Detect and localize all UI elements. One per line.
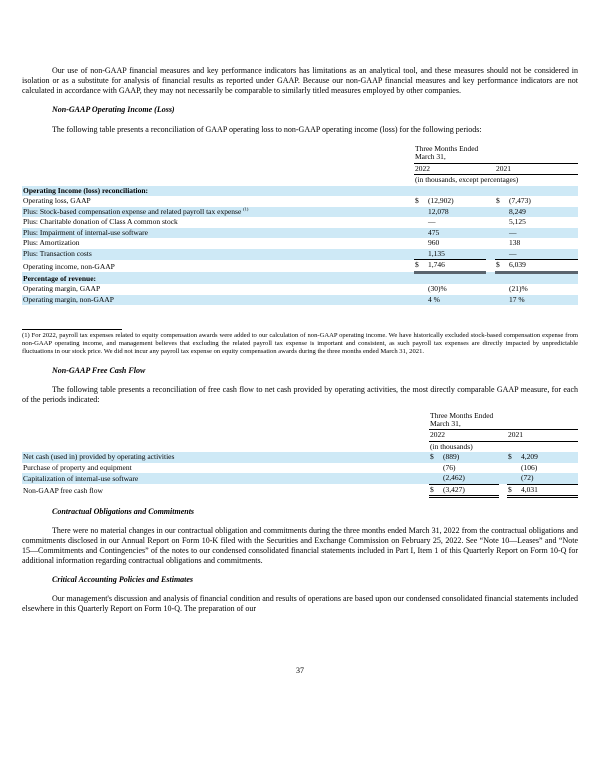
currency-symbol: $ [414, 196, 419, 205]
currency-symbol: $ [495, 260, 508, 273]
heading-non-gaap-free-cash-flow: Non-GAAP Free Cash Flow [52, 365, 146, 375]
page-number: 37 [296, 666, 304, 675]
table-row [22, 196, 578, 207]
table-row-total [22, 484, 578, 497]
paragraph-critical-accounting-policies: Our management's discussion and analysis of financial condition and results of operations are based upon our condensed consolidated financial statements included elsewhere in this Quarterly Report on Form 10-Q. The preparation of our [22, 594, 578, 614]
value-2021: 6,039 [508, 260, 578, 273]
value-2021: 138 [508, 238, 521, 247]
table-row-total [22, 260, 578, 273]
row-label: Plus: Transaction costs [22, 249, 414, 260]
table-row [22, 463, 578, 474]
heading-contractual-obligations: Contractual Obligations and Commitments [52, 507, 195, 517]
value-2022: (2,462) [442, 473, 499, 484]
row-label: Plus: Impairment of internal-use software [22, 228, 414, 239]
row-label: Operating margin, non-GAAP [22, 295, 414, 306]
value-2021: 4,031 [520, 484, 578, 497]
value-2021: (7,473) [508, 196, 531, 205]
value-2022: (76) [442, 462, 456, 472]
value-2022: — [427, 217, 436, 226]
paragraph-free-cash-flow-intro: The following table presents a reconciliation of free cash flow to net cash provided by operating activities, the most directly comparable GAAP measure, for each of the periods indicated: [22, 384, 578, 404]
operating-income-reconciliation-table [22, 144, 578, 305]
footnote-divider [22, 329, 122, 330]
value-2022: 1,135 [427, 249, 486, 260]
currency-symbol: $ [507, 452, 520, 463]
units-label: (in thousands, except percentages) [414, 175, 519, 184]
table-row [22, 238, 578, 249]
row-label: Capitalization of internal-use software [22, 473, 429, 484]
row-label: Plus: Charitable donation of Class A common stock [23, 217, 178, 226]
row-label: Purchase of property and equipment [23, 462, 132, 472]
currency-symbol: $ [429, 484, 442, 497]
value-2021: — [508, 228, 578, 239]
heading-critical-accounting-policies: Critical Accounting Policies and Estimates [52, 575, 194, 585]
value-2022: (30)% [427, 284, 447, 293]
value-2022: 4 % [427, 295, 486, 306]
table-row [22, 186, 578, 197]
value-2022: 12,078 [427, 207, 486, 218]
row-label: Net cash (used in) provided by operating activities [22, 452, 429, 463]
row-label: Operating loss, GAAP [23, 196, 91, 205]
value-2022: (12,902) [427, 196, 454, 205]
table-period-header [22, 144, 578, 163]
table-row [22, 249, 578, 260]
column-year-2022: 2022 [414, 163, 486, 175]
value-2022: 475 [427, 228, 486, 239]
table-period-header [22, 411, 578, 430]
value-2022: 960 [427, 238, 440, 247]
table-year-header [22, 430, 578, 442]
table-row [22, 452, 578, 463]
currency-symbol: $ [414, 260, 427, 273]
value-2021: 4,209 [520, 452, 578, 463]
table-units-header [22, 441, 578, 452]
table-row [22, 272, 578, 284]
value-2022: (889) [442, 452, 499, 463]
row-label: Operating Income (loss) reconciliation: [22, 186, 578, 197]
currency-symbol: $ [429, 452, 442, 463]
row-label: Operating margin, GAAP [23, 284, 101, 293]
heading-non-gaap-operating-income: Non-GAAP Operating Income (Loss) [52, 105, 175, 114]
table-row [22, 473, 578, 484]
currency-symbol: $ [507, 484, 520, 497]
table-row [22, 295, 578, 306]
footnote-ref: (1) [243, 206, 249, 211]
column-year-2021: 2021 [495, 163, 578, 175]
value-2021: 8,249 [508, 207, 578, 218]
table-row [22, 284, 578, 295]
row-label: Plus: Stock-based compensation expense and related payroll tax expense $^{(1)}$ [22, 207, 414, 218]
table-year-header [22, 163, 578, 175]
value-2022: 1,746 [427, 260, 486, 273]
paragraph-contractual-obligations: There were no material changes in our contractual obligation and commitments during the three months ended March 31, 2022 from the contractual obligations and commitments disclosed in our Annual Report on Form 10-K filed with the Securities and Exchange Commission on February 25, 2022. See “Note 10—Leases” and “Note 15—Commitments and Contingencies” of the notes to our condensed consolidated financial statements included in Part I, Item 1 of this Quarterly Report on Form 10-Q for additional information regarding contractual obligations and commitments. [22, 526, 578, 566]
row-label: Non-GAAP free cash flow [23, 486, 103, 496]
table-row [22, 217, 578, 228]
period-header: Three Months Ended March 31, [414, 144, 578, 163]
paragraph-non-gaap-limitations: Our use of non-GAAP financial measures and key performance indicators has limitations as an analytical tool, and these measures should not be considered in isolation or as a substitute for analysis of financial results as reported under GAAP. Because our non-GAAP financial measures and key performance indicators are not calculated in accordance with GAAP, they may not necessarily be comparable to similarly titled measures employed by other companies. [22, 66, 578, 95]
units-label: (in thousands) [429, 441, 473, 451]
value-2022: (3,427) [442, 484, 499, 497]
table-units-header [22, 175, 578, 186]
footnote-text: (1) For 2022, payroll tax expenses related to equity compensation awards were added to our calculation of non-GAAP operating income. We have historically excluded stock-based compensation expense from non-GAAP operating income, and management believes that excluding the related payroll tax expense is important and consistent, as such payroll tax expenses are directly impacted by unpredictable fluctuations in our stock price. We did not incur any payroll tax expense on equity compensation awards during the three months ended March 31, 2021. [22, 332, 578, 356]
table-row [22, 207, 578, 218]
row-label: Operating income, non-GAAP [23, 261, 115, 271]
period-header: Three Months Ended March 31, [429, 411, 578, 430]
free-cash-flow-table [22, 411, 578, 499]
value-2021: (106) [520, 462, 538, 472]
currency-symbol: $ [495, 196, 500, 205]
row-label: Percentage of revenue: [22, 272, 578, 284]
value-2021: 5,125 [508, 217, 526, 226]
value-2021: 17 % [508, 295, 578, 306]
row-label: Plus: Amortization [23, 238, 80, 247]
paragraph-operating-income-intro: The following table presents a reconciliation of GAAP operating loss to non-GAAP operating income (loss) for the following periods: [52, 125, 482, 134]
value-2021: — [508, 249, 578, 260]
column-year-2022: 2022 [429, 430, 499, 442]
value-2021: (72) [520, 473, 578, 484]
column-year-2021: 2021 [507, 430, 578, 442]
value-2021: (21)% [508, 284, 528, 293]
table-row [22, 228, 578, 239]
